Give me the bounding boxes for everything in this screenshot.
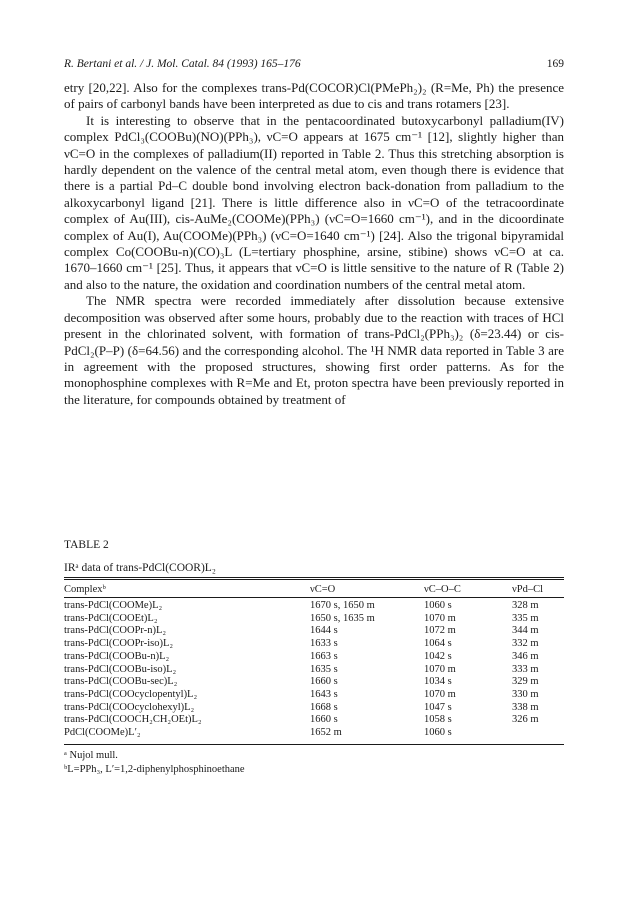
nu-coc-cell: 1034 s <box>424 676 452 688</box>
table-caption: IRᵃ data of trans-PdCl(COOR)L₂ <box>64 562 216 574</box>
nu-coc-cell: 1064 s <box>424 638 452 650</box>
complex-cell: trans-PdCl(COOEt)L₂ <box>64 612 158 624</box>
nu-co-cell: 1644 s <box>310 625 338 637</box>
nu-pdcl-cell: 332 m <box>512 638 539 650</box>
paragraph: The NMR spectra were recorded immediately after dissolution because extensive decomposition was observed after some hours, probably due to the reaction with traces of HCl present in the chlorinated solvent, with formation of trans-PdCl₂(PPh₃)₂ (δ=23.44) or cis-PdCl₂(P–P) (δ=64.56) and the corresponding alcohol. The ¹H NMR data reported in Table 3 are in agreement with the proposed structures, showing first order patterns. As for the monophosphine complexes with R=Me and Et, proton spectra have been previously reported in the literature, for compounds obtained by treatment of <box>64 293 564 407</box>
nu-co-cell: 1633 s <box>310 638 338 650</box>
table-row <box>64 702 564 715</box>
nu-coc-cell: 1047 s <box>424 701 452 713</box>
table-header-rule <box>64 597 564 598</box>
nu-coc-cell: 1060 s <box>424 727 452 739</box>
nu-co-cell: 1663 s <box>310 650 338 662</box>
table-row <box>64 714 564 727</box>
table-header-complex: Complexᵇ <box>64 584 106 595</box>
table-row <box>64 676 564 689</box>
complex-cell: trans-PdCl(COOMe)L₂ <box>64 600 163 611</box>
complex-cell: trans-PdCl(COOBu-sec)L₂ <box>64 676 178 688</box>
nu-coc-cell: 1042 s <box>424 650 452 662</box>
nu-co-cell: 1643 s <box>310 688 338 700</box>
nu-pdcl-cell: 329 m <box>512 676 539 688</box>
footnote-b: ᵇL=PPh₃, L′=1,2-diphenylphosphinoethane <box>64 764 245 775</box>
complex-cell: trans-PdCl(COOBu-n)L₂ <box>64 650 170 662</box>
running-head-citation: R. Bertani et al. / J. Mol. Catal. 84 (1993) 165–176 <box>64 58 301 70</box>
complex-cell: trans-PdCl(COOPr-n)L₂ <box>64 625 167 637</box>
footnote-a: ᵃ Nujol mull. <box>64 750 118 761</box>
complex-cell: trans-PdCl(COOcyclopentyl)L₂ <box>64 688 198 700</box>
table-bottom-rule <box>64 744 564 745</box>
nu-co-cell: 1652 m <box>310 727 342 739</box>
nu-pdcl-cell: 346 m <box>512 650 539 662</box>
table-row <box>64 651 564 664</box>
nu-pdcl-cell: 328 m <box>512 600 539 611</box>
table-row <box>64 689 564 702</box>
complex-cell: trans-PdCl(COOBu-iso)L₂ <box>64 663 177 675</box>
nu-co-cell: 1635 s <box>310 663 338 675</box>
table-body <box>64 600 564 740</box>
complex-cell: trans-PdCl(COOcyclohexyl)L₂ <box>64 701 195 713</box>
page-number: 169 <box>546 58 564 70</box>
table-label: TABLE 2 <box>64 539 109 551</box>
table-row <box>64 613 564 626</box>
body-text <box>64 80 564 408</box>
table-row <box>64 727 564 740</box>
nu-coc-cell: 1070 m <box>424 612 456 624</box>
complex-cell: trans-PdCl(COOPr-iso)L₂ <box>64 638 174 650</box>
table-header-nu-co: νC=O <box>310 584 336 595</box>
nu-pdcl-cell: 326 m <box>512 714 539 726</box>
nu-co-cell: 1668 s <box>310 701 338 713</box>
nu-coc-cell: 1058 s <box>424 714 452 726</box>
nu-coc-cell: 1072 m <box>424 625 456 637</box>
complex-cell: PdCl(COOMe)L′₂ <box>64 727 141 739</box>
complex-cell: trans-PdCl(COOCH₂CH₂OEt)L₂ <box>64 714 202 726</box>
paragraph: It is interesting to observe that in the pentacoordinated butoxycarbonyl palladium(IV) complex PdCl₃(COOBu)(NO)(PPh₃), νC=O appears at 1675 cm⁻¹ [12], slightly higher than νC=O in the complexes of palladium(II) reported in Table 2. Thus this stretching absorption is hardly dependent on the valence of the central metal atom, even though there is evidence that there is a partial Pd–C double bond involving electron back-donation from palladium to the alkoxycarbonyl ligand [21]. There is little difference also in νC=O of the tetracoordinate complex of Au(III), cis-AuMe₂(COOMe)(PPh₃) (νC=O=1660 cm⁻¹), and in the dicoordinate complex of Au(I), Au(COOMe)(PPh₃) (νC=O=1640 cm⁻¹) [24]. Also the trigonal bipyramidal complex Co(COOBu-n)(CO)₃L (L=tertiary phosphine, arsine, stibine) shows νC=O at ca. 1670–1660 cm⁻¹ [25]. Thus, it appears that νC=O is little sensitive to the nature of R (Table 2) and also to the nature, the oxidation and coordination numbers of the central metal atom. <box>64 112 564 292</box>
nu-pdcl-cell: 330 m <box>512 688 539 700</box>
table-row <box>64 625 564 638</box>
nu-co-cell: 1670 s, 1650 m <box>310 600 375 611</box>
nu-pdcl-cell: 338 m <box>512 701 539 713</box>
nu-coc-cell: 1060 s <box>424 600 452 611</box>
journal-page <box>64 0 564 912</box>
table-row <box>64 600 564 613</box>
paragraph: etry [20,22]. Also for the complexes trans-Pd(COCOR)Cl(PMePh₂)₂ (R=Me, Ph) the presence of pairs of carbonyl bands have been interpreted as due to cis and trans rotamers [23]. <box>64 80 564 112</box>
nu-pdcl-cell <box>512 727 564 740</box>
table-footnotes <box>64 749 245 777</box>
table-header-nu-coc: νC–O–C <box>424 584 461 595</box>
nu-co-cell: 1650 s, 1635 m <box>310 612 375 624</box>
nu-pdcl-cell: 344 m <box>512 625 539 637</box>
table-top-rule <box>64 577 564 580</box>
running-head <box>64 58 564 70</box>
nu-pdcl-cell: 335 m <box>512 612 539 624</box>
nu-co-cell: 1660 s <box>310 714 338 726</box>
nu-coc-cell: 1070 m <box>424 663 456 675</box>
nu-coc-cell: 1070 m <box>424 688 456 700</box>
table-header-nu-pdcl: νPd–Cl <box>512 584 544 595</box>
nu-co-cell: 1660 s <box>310 676 338 688</box>
nu-pdcl-cell: 333 m <box>512 663 539 675</box>
ir-data-table <box>64 600 564 740</box>
table-row <box>64 638 564 651</box>
table-row <box>64 664 564 677</box>
